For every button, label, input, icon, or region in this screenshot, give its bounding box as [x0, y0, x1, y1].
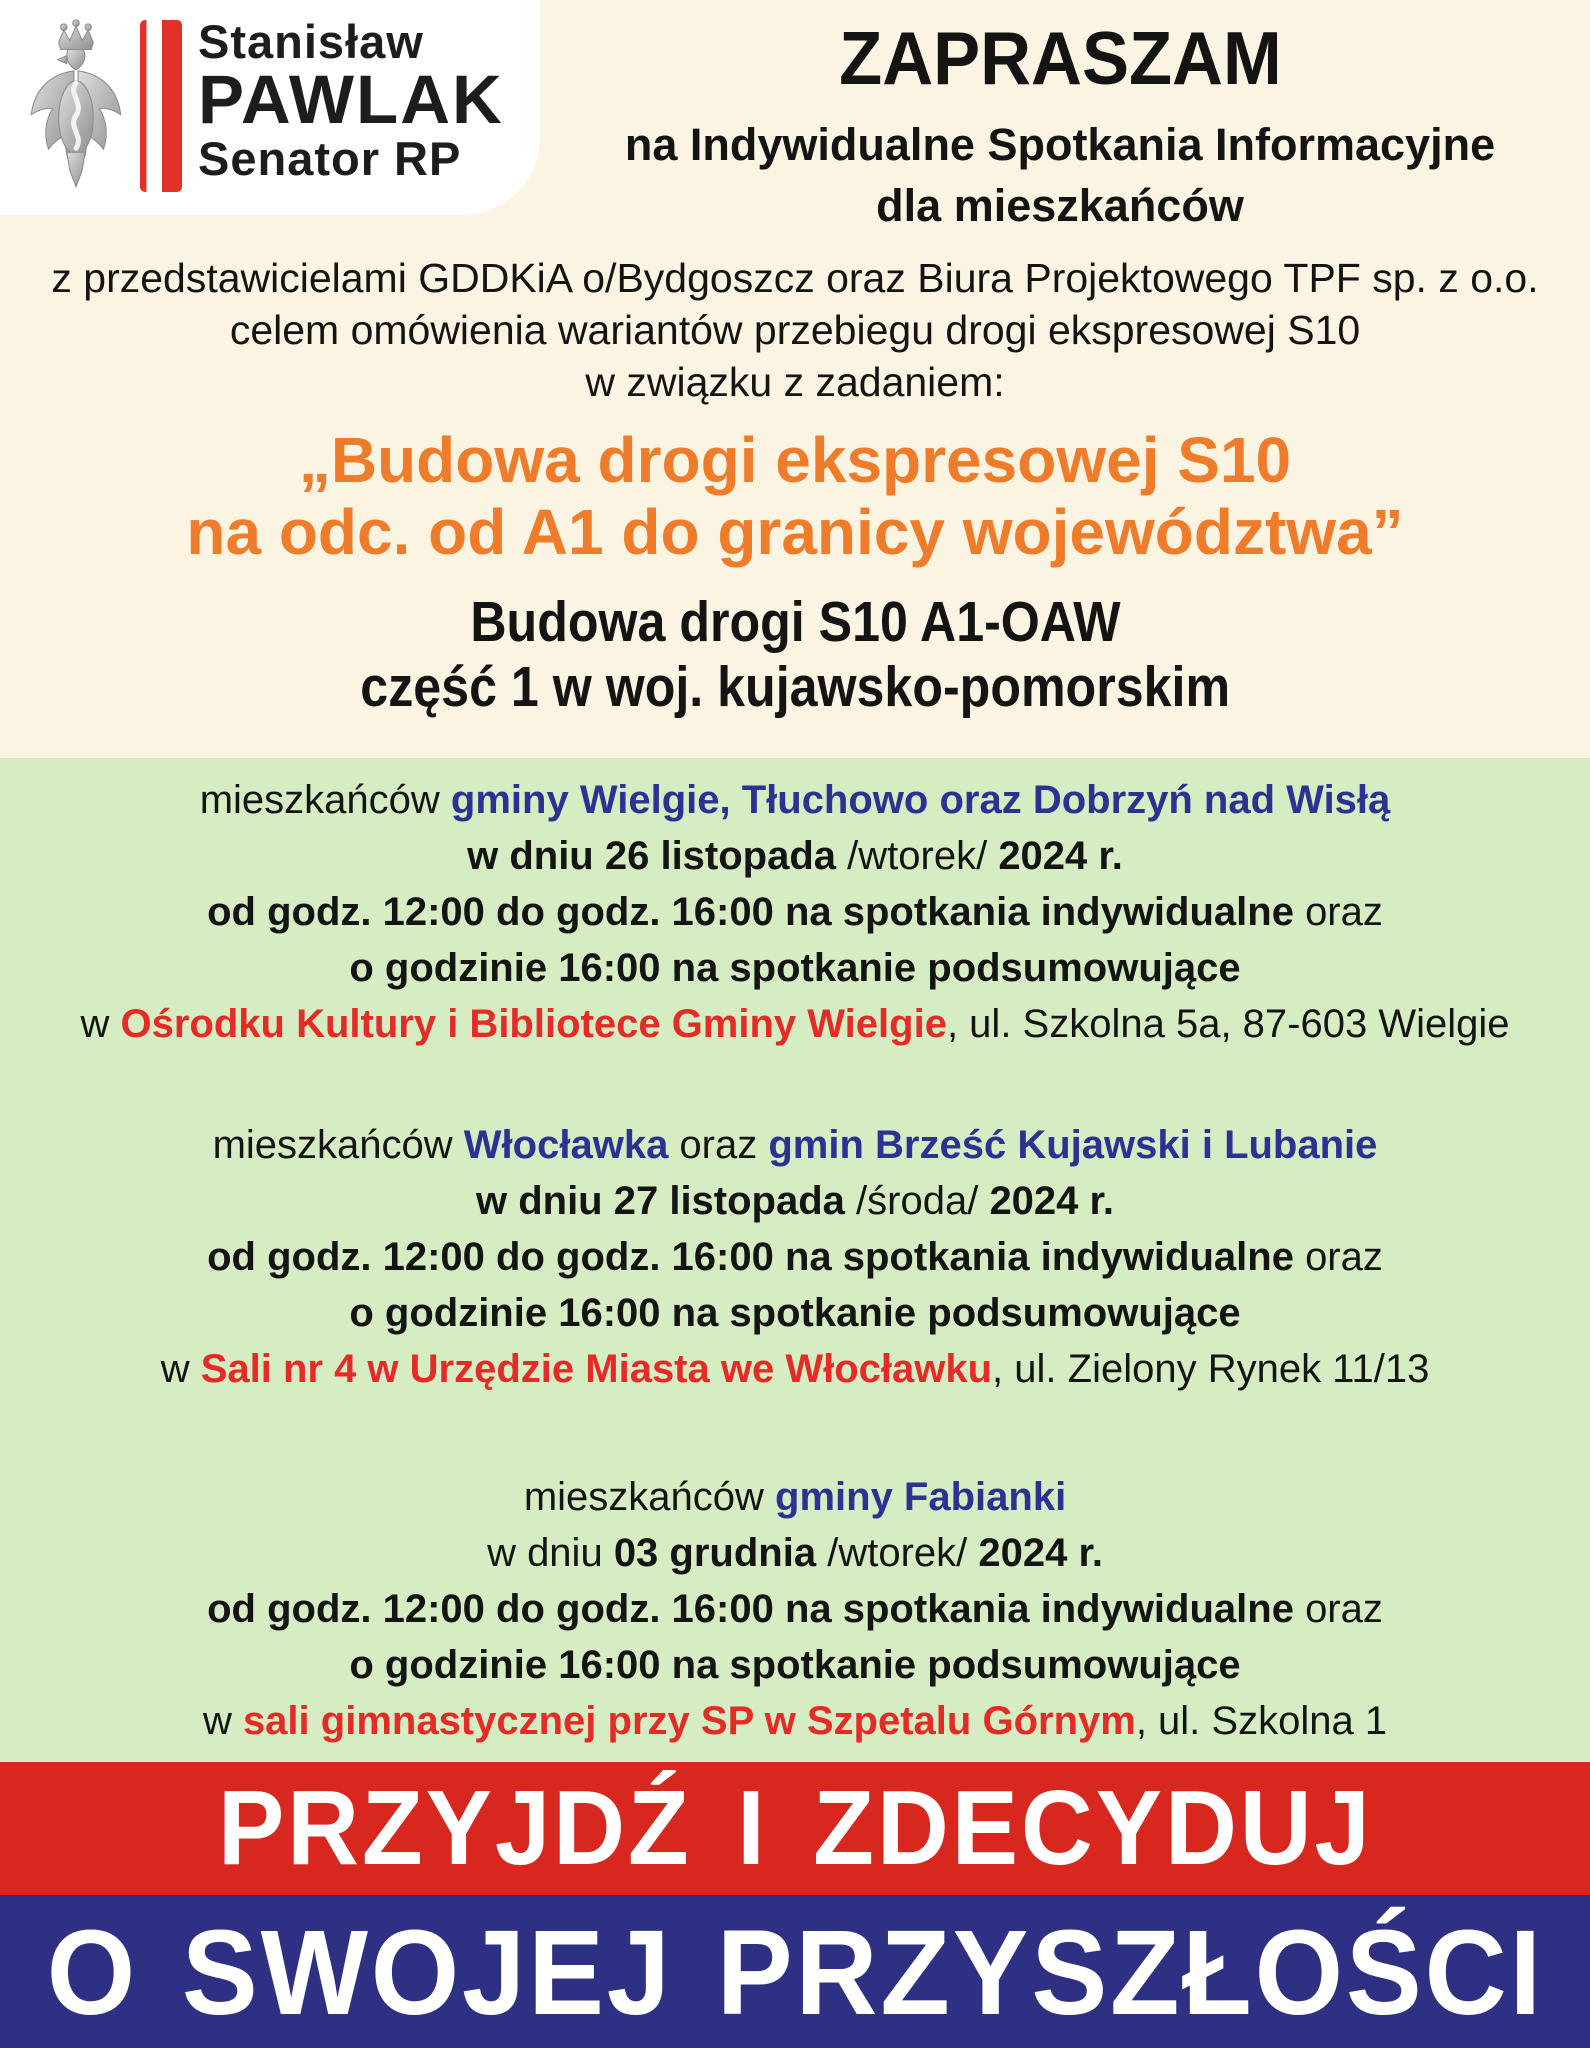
meeting-1-line-4 [0, 940, 1590, 996]
project-subtitle-line-2: część 1 w woj. kujawsko-pomorskim [360, 655, 1230, 719]
flag-bar-icon [140, 20, 182, 192]
invite-header [540, 16, 1580, 236]
meeting-text-segment: , ul. Szkolna 5a, 87-603 Wielgie [946, 1002, 1510, 1046]
meeting-text-segment: gminy Wielgie, Tłuchowo oraz Dobrzyń nad Wisłą [450, 778, 1391, 822]
meeting-text-segment: oraz [1305, 1235, 1383, 1279]
meeting-text-segment: w dniu [487, 1531, 614, 1575]
meeting-text-segment: Ośrodku Kultury i Bibliotece Gminy Wielgie [120, 1002, 947, 1046]
logo-name-first: Stanisław [198, 15, 424, 68]
meeting-text-segment: w dniu 26 listopada [467, 834, 848, 878]
meeting-text-segment: w dniu 27 listopada [475, 1179, 857, 1223]
meeting-3-line-2 [0, 1525, 1590, 1581]
meeting-text-segment: oraz [1305, 1587, 1383, 1631]
meeting-2-line-3 [0, 1229, 1590, 1285]
meeting-1-line-2 [0, 828, 1590, 884]
meeting-3-line-4 [0, 1637, 1590, 1693]
meeting-block-2 [0, 1117, 1590, 1397]
senate-eagle-icon [20, 18, 132, 196]
meeting-text-segment: od godz. 12:00 do godz. 16:00 na spotkania indywidualne [207, 1587, 1306, 1631]
meeting-text-segment: o godzinie 16:00 na spotkanie podsumowujące [349, 946, 1241, 990]
project-quote-line-2: na odc. od A1 do granicy województwa” [186, 496, 1404, 568]
footer-band-navy [0, 1895, 1590, 2048]
logo-name-last: PAWLAK [198, 61, 504, 138]
meeting-text-segment: , ul. Szkolna 1 [1135, 1699, 1388, 1743]
intro-line-3: w związku z zadaniem: [585, 359, 1005, 405]
meeting-text-segment: gmin Brześć Kujawski i Lubanie [768, 1123, 1378, 1167]
meeting-text-segment: gminy Fabianki [775, 1475, 1067, 1519]
meeting-text-segment: o godzinie 16:00 na spotkanie podsumowujące [349, 1643, 1241, 1687]
meeting-block-1 [0, 772, 1590, 1052]
meeting-2-line-2 [0, 1173, 1590, 1229]
project-subtitle [0, 590, 1590, 720]
meeting-text-segment: mieszkańców [523, 1475, 776, 1519]
meeting-text-segment: /wtorek/ [847, 834, 999, 878]
meeting-text-segment: , ul. Zielony Rynek 11/13 [992, 1347, 1430, 1391]
meeting-text-segment: Sali nr 4 w Urzędzie Miasta we Włocławku [200, 1347, 993, 1391]
logo-text [198, 14, 504, 188]
meeting-1-line-3 [0, 884, 1590, 940]
meeting-1-line-5 [0, 996, 1590, 1052]
invite-title: ZAPRASZAM [838, 16, 1282, 100]
meeting-text-segment: w [80, 1002, 121, 1046]
meeting-text-segment: 2024 r. [989, 1179, 1115, 1223]
meeting-text-segment: /środa/ [856, 1179, 990, 1223]
footer-band-red [0, 1762, 1590, 1895]
meeting-text-segment: sali gimnastycznej przy SP w Szpetalu Górnym [242, 1699, 1136, 1743]
meeting-2-line-5 [0, 1341, 1590, 1397]
meeting-text-segment: Włocławka [463, 1123, 669, 1167]
meetings-panel [0, 758, 1590, 1762]
meeting-text-segment: 2024 r. [978, 1531, 1103, 1575]
footer-line-2: O SWOJEJ PRZYSZŁOŚCI [46, 1903, 1544, 2040]
project-quote [0, 424, 1590, 568]
meeting-block-3 [0, 1469, 1590, 1749]
invite-subtitle-2: dla mieszkańców [876, 180, 1244, 231]
meeting-3-line-1 [0, 1469, 1590, 1525]
invite-subtitle-1: na Indywidualne Spotkania Informacyjne [624, 119, 1496, 170]
meeting-text-segment: /wtorek/ [827, 1531, 979, 1575]
logo-panel [0, 0, 540, 215]
meeting-2-line-4 [0, 1285, 1590, 1341]
meeting-text-segment: 2024 r. [998, 834, 1123, 878]
intro-line-2: celem omówienia wariantów przebiegu drogi ekspresowej S10 [229, 307, 1361, 353]
intro-paragraph [0, 252, 1590, 408]
project-quote-line-1: „Budowa drogi ekspresowej S10 [298, 424, 1292, 496]
intro-line-1: z przedstawicielami GDDKiA o/Bydgoszcz oraz Biura Projektowego TPF sp. z o.o. [51, 255, 1539, 301]
meeting-2-line-1 [0, 1117, 1590, 1173]
meeting-text-segment: od godz. 12:00 do godz. 16:00 na spotkania indywidualne [207, 890, 1306, 934]
meeting-text-segment: w [202, 1699, 243, 1743]
meeting-1-line-1 [0, 772, 1590, 828]
meeting-text-segment: w [160, 1347, 201, 1391]
meeting-text-segment: od godz. 12:00 do godz. 16:00 na spotkania indywidualne [207, 1235, 1306, 1279]
meeting-text-segment: o godzinie 16:00 na spotkanie podsumowujące [349, 1291, 1241, 1335]
meeting-3-line-3 [0, 1581, 1590, 1637]
meeting-text-segment: 03 grudnia [613, 1531, 828, 1575]
meeting-text-segment: oraz [1305, 890, 1383, 934]
meeting-text-segment: mieszkańców [212, 1123, 464, 1167]
meeting-text-segment: oraz [668, 1123, 769, 1167]
project-subtitle-line-1: Budowa drogi S10 A1-OAW [469, 590, 1121, 654]
logo-title: Senator RP [198, 132, 462, 185]
meeting-text-segment: mieszkańców [199, 778, 451, 822]
footer-line-1: PRZYJDŹ I ZDECYDUJ [217, 1769, 1373, 1887]
meeting-3-line-5 [0, 1693, 1590, 1749]
